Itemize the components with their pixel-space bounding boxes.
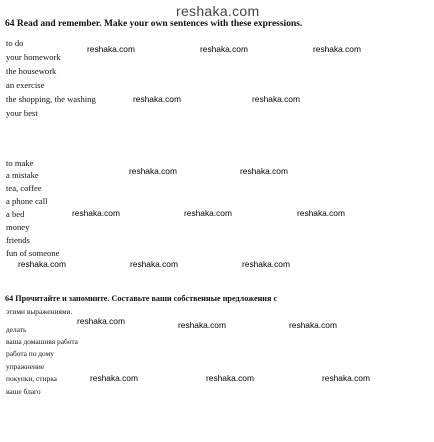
watermark: reshaka.com	[90, 373, 138, 383]
watermark: reshaka.com	[313, 44, 361, 54]
expr-the-housework: the housework	[6, 66, 57, 76]
ru-word-shopping: покупки, стирка	[6, 374, 57, 383]
watermark: reshaka.com	[129, 166, 177, 176]
watermark: reshaka.com	[240, 166, 288, 176]
expr-a-phone-call: a phone call	[6, 196, 48, 206]
exercise-heading-russian: 64 Прочитайте и запомните. Составьте ваши собственные предложения с	[5, 294, 278, 303]
expr-tea-coffee: tea, coffee	[6, 183, 42, 193]
exercise-heading-english: 64 Read and remember. Make your own sentences with these expressions.	[5, 19, 303, 29]
ru-word-housework: работа по дому	[6, 349, 54, 358]
expr-to-do: to do	[6, 38, 24, 48]
watermark: reshaka.com	[289, 320, 337, 330]
expr-fun-of-someone: fun of someone	[6, 248, 60, 258]
expr-friends: friends	[6, 235, 30, 245]
expr-to-make: to make	[6, 158, 34, 168]
ru-word-exercise: упражнение	[6, 362, 45, 371]
ru-word-best: ваше благо	[6, 387, 41, 396]
watermark: reshaka.com	[77, 316, 125, 326]
watermark: reshaka.com	[18, 259, 66, 269]
expr-money: money	[6, 222, 30, 232]
expr-a-mistake: a mistake	[6, 170, 39, 180]
watermark: reshaka.com	[322, 373, 370, 383]
watermark: reshaka.com	[130, 259, 178, 269]
expr-your-homework: your homework	[6, 52, 61, 62]
watermark: reshaka.com	[72, 208, 120, 218]
watermark: reshaka.com	[206, 373, 254, 383]
expr-your-best: your best	[6, 108, 38, 118]
exercise-heading-russian-line2: этими выражениями.	[6, 307, 73, 316]
expr-the-shopping: the shopping, the washing	[6, 94, 96, 104]
expr-a-bed: a bed	[6, 209, 25, 219]
ru-word-homework: ваша домашняя работа	[6, 337, 78, 346]
expr-an-exercise: an exercise	[6, 80, 45, 90]
ru-word-delat: делать	[6, 325, 27, 334]
watermark: reshaka.com	[178, 320, 226, 330]
watermark: reshaka.com	[242, 259, 290, 269]
watermark: reshaka.com	[184, 208, 232, 218]
watermark: reshaka.com	[252, 94, 300, 104]
watermark: reshaka.com	[87, 44, 135, 54]
watermark: reshaka.com	[133, 94, 181, 104]
watermark: reshaka.com	[200, 44, 248, 54]
watermark: reshaka.com	[297, 208, 345, 218]
site-logo: reshaka.com	[176, 3, 260, 19]
